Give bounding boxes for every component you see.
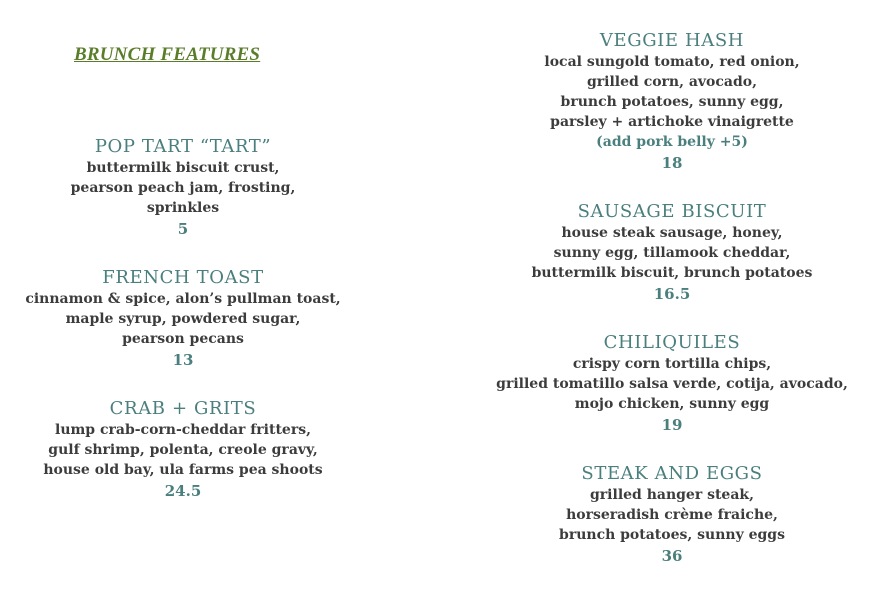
item-description-line: grilled tomatillo salsa verde, cotija, avocado, [496, 376, 848, 392]
item-description-line: maple syrup, powdered sugar, [65, 311, 301, 327]
item-description-line: grilled hanger steak, [590, 487, 754, 503]
item-description-line: pearson pecans [122, 331, 244, 347]
item-description-line: brunch potatoes, sunny eggs [559, 527, 785, 543]
item-description-line: buttermilk biscuit crust, [86, 160, 280, 176]
item-description-line: grilled corn, avocado, [587, 74, 757, 90]
item-price: 18 [661, 154, 683, 172]
item-description-line: sunny egg, tillamook cheddar, [553, 245, 791, 261]
item-price: 19 [661, 416, 683, 434]
item-price: 5 [177, 220, 189, 238]
item-description-line: mojo chicken, sunny egg [574, 396, 770, 412]
item-title: FRENCH TOAST [102, 267, 264, 288]
item-description-line: parsley + artichoke vinaigrette [550, 114, 794, 130]
item-description-line: cinnamon & spice, alon’s pullman toast, [25, 291, 341, 307]
item-description-line: crispy corn tortilla chips, [572, 356, 772, 372]
item-description-line: local sungold tomato, red onion, [544, 54, 800, 70]
item-addon: (add pork belly +5) [596, 134, 748, 150]
item-title: CRAB + GRITS [109, 398, 257, 419]
item-description-line: horseradish crème fraiche, [566, 507, 778, 523]
left-menu-column [0, 136, 366, 529]
item-price: 24.5 [164, 482, 202, 500]
item-price: 16.5 [653, 285, 691, 303]
item-title: VEGGIE HASH [599, 30, 745, 51]
menu-item-chiliquiles [470, 332, 874, 436]
item-description-line: gulf shrimp, polenta, creole gravy, [48, 442, 318, 458]
item-price: 13 [172, 351, 194, 369]
right-menu-column [470, 30, 874, 594]
item-description-line: sprinkles [146, 200, 220, 216]
item-description-line: lump crab-corn-cheddar fritters, [55, 422, 311, 438]
item-description-line: house steak sausage, honey, [561, 225, 783, 241]
item-description-line: buttermilk biscuit, brunch potatoes [531, 265, 813, 281]
menu-item-veggie-hash [470, 30, 874, 174]
item-title: STEAK AND EGGS [581, 463, 763, 484]
item-title: POP TART “TART” [94, 136, 272, 157]
item-description-line: pearson peach jam, frosting, [70, 180, 296, 196]
menu-item-crab-grits [0, 398, 366, 502]
menu-heading: BRUNCH FEATURES [74, 44, 261, 65]
item-price: 36 [661, 547, 683, 565]
menu-item-french-toast [0, 267, 366, 371]
item-title: CHILIQUILES [603, 332, 741, 353]
item-description-line: house old bay, ula farms pea shoots [43, 462, 323, 478]
item-description-line: brunch potatoes, sunny egg, [560, 94, 784, 110]
menu-item-sausage-biscuit [470, 201, 874, 305]
menu-item-steak-eggs [470, 463, 874, 567]
item-title: SAUSAGE BISCUIT [577, 201, 767, 222]
menu-item-pop-tart [0, 136, 366, 240]
